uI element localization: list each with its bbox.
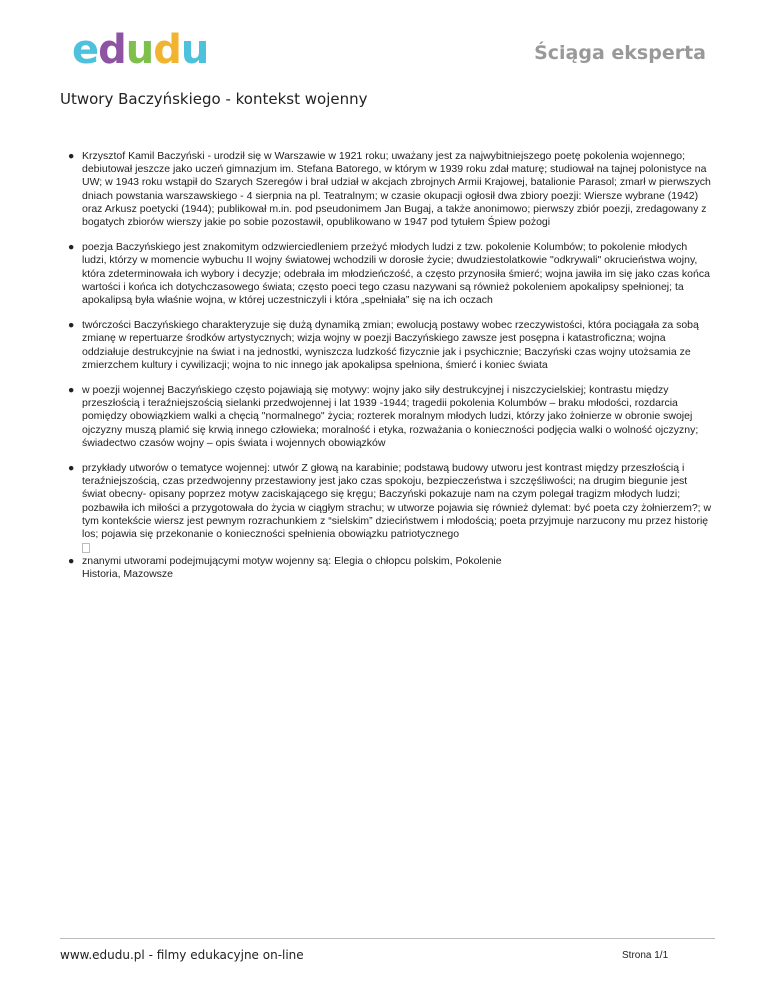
bullet-icon: ● <box>68 462 75 475</box>
list-item-text: znanymi utworami podejmującymi motyw wojenny są: Elegia o chłopcu polskim, Pokolenie Historia, Mazowsze <box>82 555 502 581</box>
list-item <box>68 462 713 541</box>
footer-site-link[interactable]: www.edudu.pl - filmy edukacyjne on-line <box>60 948 304 962</box>
list-item <box>68 150 713 229</box>
list-item <box>68 241 713 307</box>
logo-letter: u <box>125 27 154 73</box>
page-title: Utwory Baczyńskiego - kontekst wojenny <box>60 90 368 108</box>
bullet-list <box>68 150 713 594</box>
list-item-text: w poezji wojennej Baczyńskiego często pojawiają się motywy: wojny jako siły destrukcyjnej i niszczycielskiej; kontrastu między przeszłością i teraźniejszością sielanki przedwojennej i lat 1939 -1944; tragedii pokolenia Kolumbów – braku młodości, rozdarcia pomiędzy obowiązkiem walki a chęcią "normalnego" życia; rozterek moralnym młodych ludzi, którzy jako żołnierze w obronie swojej ojczyzny muszą plamić się krwią innego człowieka; moralność i etyka, rozważania o konieczności podjęcia walki o wolność ojczyzny; świadectwo czasów wojny – opis świata i wojennych obowiązków <box>82 384 699 449</box>
bullet-icon: ● <box>68 150 75 162</box>
list-item-text: przykłady utworów o tematyce wojennej: utwór Z głową na karabinie; podstawą budowy utworu jest kontrast między przeszłością i teraźniejszością, czas przedwojenny przestawiony jest jako czas spokoju, bezpieczeństwa i szczęśliwości; na drugim biegunie jest świat obecny- opisany poprzez motyw zaciskającego się kręgu; Baczyński pokazuje nam na czym polegał tragizm młodych ludzi; pozbawiła ich miłości a przygotowała do życia w ciągłym strachu; w utworze pojawia się również dylemat: być poeta czy żołnierzem?; w tym kontekście wiersz jest pewnym rozrachunkiem z “sielskim” dzieciństwem i młodością; poeta przyjmuje narzucony mu przez historię los; pojawia się przekonanie o konieczności spełnienia obowiązku patriotycznego <box>82 462 712 541</box>
bullet-icon: ● <box>68 241 75 254</box>
list-item <box>68 384 713 450</box>
expert-badge: Ściąga eksperta <box>534 42 706 64</box>
bullet-icon: ● <box>68 555 75 568</box>
list-item-text: poezja Baczyńskiego jest znakomitym odzwierciedleniem przeżyć młodych ludzi z tzw. pokolenie Kolumbów; to pokolenie młodych ludzi, którzy w momencie wybuchu II wojny światowej wchodzili w dorosłe życie; dwudziestolatkowie "odkrywali" okrucieństwa wojny, która zdeterminowała ich wybory i decyzje; odebrała im młodzieńczość, a często przynosiła śmierć; wojna jawiła im się jako czas końca wartości i końca ich dotychczasowego świata; często poeci tego czasu nazywani są również pokoleniem apokalipsy spełnionej; ta apokalipsą była właśnie wojna, w której uczestniczyli i która „spełniała” się na ich oczach <box>82 241 710 307</box>
list-item <box>68 555 713 581</box>
logo-letter: d <box>153 27 181 73</box>
page-number: Strona 1/1 <box>622 950 669 961</box>
logo-letter: e <box>72 27 99 73</box>
logo-letter: u <box>180 27 209 73</box>
list-item-text: twórczości Baczyńskiego charakteryzuje się dużą dynamiką zmian; ewolucją postawy wobec rzeczywistości, która pociągała za sobą zmianę w repertuarze środków artystycznych; wizja wojny w poezji Baczyńskiego zawsze jest posępna i katastroficzna; wojna oddziałuje destrukcyjnie na świat i na jednostki, wyniszcza ludzkość fizycznie jak i psychicznie; Baczyński czas wojny utożsamia ze zmierzchem kultury i cywilizacji; wojna to nic innego jak apokalipsa spełniona, śmierć i koniec świata <box>82 319 699 371</box>
footer-divider <box>60 938 715 939</box>
list-item-text: Krzysztof Kamil Baczyński - urodził się w Warszawie w 1921 roku; uważany jest za najwybitniejszego poetę pokolenia wojennego; debiutował jeszcze jako uczeń gimnazjum im. Stefana Batorego, w którym w 1939 roku zdał maturę; studiował na tajnej polonistyce na UW; w 1943 roku wstąpił do Szarych Szeregów i brał udział w akcjach zbrojnych Armii Krajowej, batalionie Parasol; zmarł w pierwszych dniach powstania warszawskiego - 4 sierpnia na pl. Teatralnym; w czasie okupacji ogłosił dwa zbiory poezji: Wiersze wybrane (1942) oraz Arkusz poetycki (1944); publikował m.in. pod pseudonimem Jan Bugaj, a także anonimowo; pierwszy zbiór poezji, zredagowany z bogatych zbiorów wierszy jakie po sobie pozostawił, opublikowano w 1947 pod tytułem Śpiew pożogi <box>82 150 711 229</box>
list-item <box>68 319 713 372</box>
logo-letter: d <box>98 27 126 73</box>
edudu-logo[interactable] <box>72 27 209 73</box>
bullet-icon: ● <box>68 319 75 332</box>
missing-glyph-icon <box>82 543 90 553</box>
bullet-icon: ● <box>68 384 75 397</box>
